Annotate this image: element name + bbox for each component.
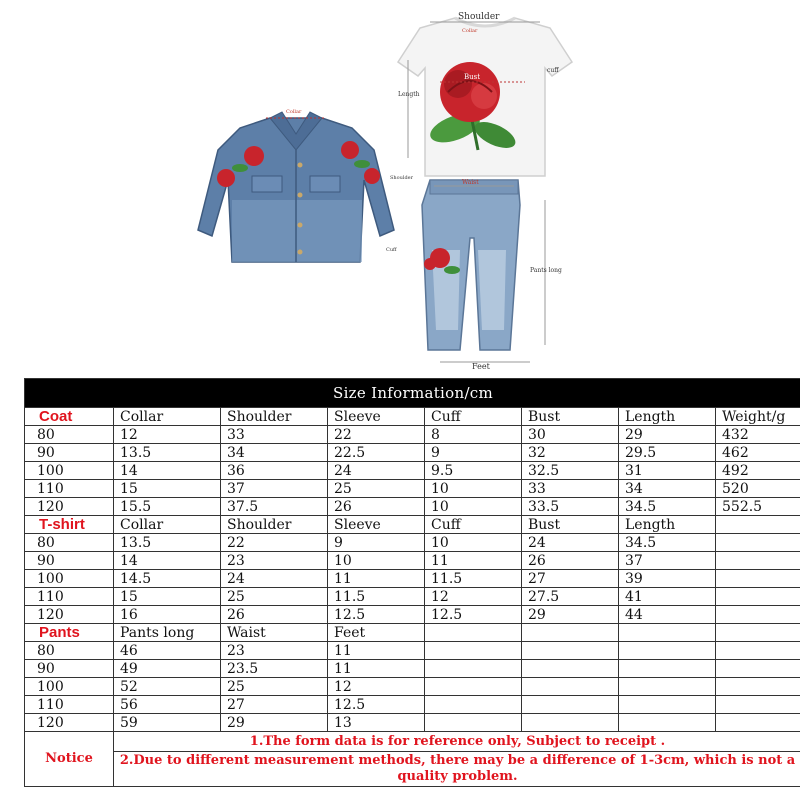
pants-column-header <box>619 624 716 642</box>
measurement-cell: 10 <box>425 498 522 516</box>
measurement-cell: 39 <box>619 570 716 588</box>
table-row <box>25 534 800 552</box>
size-value: 110 <box>25 696 114 714</box>
measurement-cell: 9.5 <box>425 462 522 480</box>
measurement-cell: 29.5 <box>619 444 716 462</box>
table-row <box>25 498 800 516</box>
measurement-cell: 22 <box>328 426 425 444</box>
measurement-cell: 14 <box>114 552 221 570</box>
notice-row <box>25 752 800 787</box>
measurement-cell <box>425 660 522 678</box>
measurement-cell <box>716 696 800 714</box>
measurement-cell: 31 <box>619 462 716 480</box>
measurement-cell <box>522 642 619 660</box>
pants-column-header <box>716 624 800 642</box>
measurement-cell: 25 <box>328 480 425 498</box>
measurement-cell: 34 <box>221 444 328 462</box>
pants-column-header: Feet <box>328 624 425 642</box>
measurement-cell <box>522 714 619 732</box>
coat-column-header: Weight/g <box>716 408 800 426</box>
measurement-cell: 11 <box>328 642 425 660</box>
measurement-cell: 15 <box>114 588 221 606</box>
measurement-cell: 32 <box>522 444 619 462</box>
size-value: 80 <box>25 534 114 552</box>
size-value: 120 <box>25 714 114 732</box>
waist-label: Waist <box>462 179 479 186</box>
tshirt-cuff-label: cuff <box>547 67 559 74</box>
size-value: 80 <box>25 642 114 660</box>
coat-category-label: Coat <box>25 408 114 426</box>
tshirt-column-header: Length <box>619 516 716 534</box>
table-row <box>25 606 800 624</box>
measurement-cell <box>425 714 522 732</box>
coat-column-header: Shoulder <box>221 408 328 426</box>
measurement-cell: 30 <box>522 426 619 444</box>
measurement-cell: 27 <box>522 570 619 588</box>
pants-category-label: Pants <box>25 624 114 642</box>
size-value: 100 <box>25 570 114 588</box>
measurement-cell: 22.5 <box>328 444 425 462</box>
measurement-cell <box>425 678 522 696</box>
size-value: 110 <box>25 480 114 498</box>
measurement-cell: 11 <box>328 570 425 588</box>
measurement-cell: 25 <box>221 588 328 606</box>
pants-image <box>422 180 545 362</box>
tshirt-column-header <box>716 516 800 534</box>
measurement-cell: 52 <box>114 678 221 696</box>
measurement-cell <box>716 534 800 552</box>
size-table <box>24 378 800 787</box>
table-row <box>25 696 800 714</box>
tshirt-column-header: Collar <box>114 516 221 534</box>
tshirt-column-header: Sleeve <box>328 516 425 534</box>
coat-shoulder-label: Shoulder <box>390 175 414 181</box>
measurement-cell: 492 <box>716 462 800 480</box>
notice-line-2: 2.Due to different measurement methods, there may be a difference of 1-3cm, which is not a quality problem. <box>114 752 800 787</box>
size-value: 120 <box>25 498 114 516</box>
bust-label: Bust <box>464 73 481 81</box>
shoulder-label: Shoulder <box>458 12 500 22</box>
coat-cuff-label: Cuff <box>386 247 397 253</box>
table-row <box>25 570 800 588</box>
measurement-cell: 11 <box>425 552 522 570</box>
measurement-cell: 26 <box>221 606 328 624</box>
measurement-cell: 33.5 <box>522 498 619 516</box>
measurement-cell <box>716 588 800 606</box>
measurement-cell <box>522 678 619 696</box>
measurement-cell: 432 <box>716 426 800 444</box>
outfit-drawing <box>0 0 800 375</box>
tshirt-header-row <box>25 516 800 534</box>
measurement-cell: 56 <box>114 696 221 714</box>
measurement-cell: 15 <box>114 480 221 498</box>
measurement-cell: 36 <box>221 462 328 480</box>
measurement-cell <box>716 642 800 660</box>
measurement-cell: 12.5 <box>328 606 425 624</box>
coat-column-header: Cuff <box>425 408 522 426</box>
measurement-cell: 15.5 <box>114 498 221 516</box>
measurement-cell <box>522 696 619 714</box>
product-illustration <box>0 0 800 375</box>
measurement-cell: 29 <box>619 426 716 444</box>
measurement-cell <box>619 660 716 678</box>
measurement-cell: 12 <box>114 426 221 444</box>
length-label: Length <box>398 91 420 98</box>
measurement-cell: 10 <box>425 480 522 498</box>
measurement-cell: 10 <box>425 534 522 552</box>
size-value: 90 <box>25 444 114 462</box>
table-row <box>25 552 800 570</box>
measurement-cell: 23.5 <box>221 660 328 678</box>
size-value: 90 <box>25 660 114 678</box>
measurement-cell: 552.5 <box>716 498 800 516</box>
pants-column-header: Pants long <box>114 624 221 642</box>
size-value: 120 <box>25 606 114 624</box>
measurement-cell <box>425 696 522 714</box>
measurement-cell: 49 <box>114 660 221 678</box>
tshirt-collar-label: Collar <box>462 28 478 34</box>
size-value: 100 <box>25 462 114 480</box>
measurement-cell: 12.5 <box>328 696 425 714</box>
feet-label: Feet <box>472 362 490 371</box>
measurement-cell: 11.5 <box>328 588 425 606</box>
measurement-cell: 24 <box>328 462 425 480</box>
measurement-cell: 14.5 <box>114 570 221 588</box>
measurement-cell <box>522 660 619 678</box>
measurement-cell: 9 <box>425 444 522 462</box>
table-row <box>25 678 800 696</box>
coat-image <box>198 109 394 262</box>
pants-column-header <box>425 624 522 642</box>
measurement-cell: 9 <box>328 534 425 552</box>
measurement-cell: 24 <box>522 534 619 552</box>
coat-column-header: Sleeve <box>328 408 425 426</box>
tshirt-column-header: Bust <box>522 516 619 534</box>
measurement-cell: 462 <box>716 444 800 462</box>
measurement-cell <box>619 714 716 732</box>
measurement-cell: 14 <box>114 462 221 480</box>
measurement-cell: 32.5 <box>522 462 619 480</box>
measurement-cell: 46 <box>114 642 221 660</box>
measurement-cell: 34.5 <box>619 498 716 516</box>
measurement-cell <box>716 552 800 570</box>
measurement-cell: 27.5 <box>522 588 619 606</box>
size-value: 100 <box>25 678 114 696</box>
table-row <box>25 462 800 480</box>
measurement-cell <box>619 696 716 714</box>
measurement-cell: 12 <box>328 678 425 696</box>
coat-column-header: Bust <box>522 408 619 426</box>
measurement-cell: 44 <box>619 606 716 624</box>
measurement-cell: 10 <box>328 552 425 570</box>
tshirt-column-header: Shoulder <box>221 516 328 534</box>
measurement-cell <box>716 606 800 624</box>
measurement-cell: 37 <box>619 552 716 570</box>
coat-header-row <box>25 408 800 426</box>
measurement-cell <box>716 678 800 696</box>
measurement-cell: 27 <box>221 696 328 714</box>
measurement-cell: 12 <box>425 588 522 606</box>
measurement-cell: 25 <box>221 678 328 696</box>
measurement-cell: 26 <box>328 498 425 516</box>
pants-long-label: Pants long <box>530 267 562 274</box>
measurement-cell <box>716 714 800 732</box>
table-row <box>25 660 800 678</box>
table-title: Size Information/cm <box>25 379 800 408</box>
size-value: 110 <box>25 588 114 606</box>
coat-column-header: Collar <box>114 408 221 426</box>
pants-column-header <box>522 624 619 642</box>
measurement-cell: 33 <box>522 480 619 498</box>
table-row <box>25 444 800 462</box>
tshirt-column-header: Cuff <box>425 516 522 534</box>
size-value: 90 <box>25 552 114 570</box>
measurement-cell: 520 <box>716 480 800 498</box>
measurement-cell <box>619 642 716 660</box>
measurement-cell <box>619 678 716 696</box>
measurement-cell: 16 <box>114 606 221 624</box>
tshirt-category-label: T-shirt <box>25 516 114 534</box>
measurement-cell: 33 <box>221 426 328 444</box>
notice-row <box>25 732 800 752</box>
table-row <box>25 714 800 732</box>
notice-line-1: 1.The form data is for reference only, Subject to receipt . <box>114 732 800 752</box>
measurement-cell: 59 <box>114 714 221 732</box>
tshirt-image <box>398 18 572 176</box>
measurement-cell: 26 <box>522 552 619 570</box>
measurement-cell: 29 <box>221 714 328 732</box>
measurement-cell <box>425 642 522 660</box>
measurement-cell: 37 <box>221 480 328 498</box>
measurement-cell: 37.5 <box>221 498 328 516</box>
measurement-cell: 24 <box>221 570 328 588</box>
table-row <box>25 426 800 444</box>
measurement-cell: 34 <box>619 480 716 498</box>
measurement-cell: 23 <box>221 552 328 570</box>
measurement-cell: 29 <box>522 606 619 624</box>
measurement-cell: 8 <box>425 426 522 444</box>
measurement-cell: 11 <box>328 660 425 678</box>
pants-column-header: Waist <box>221 624 328 642</box>
coat-column-header: Length <box>619 408 716 426</box>
measurement-cell: 12.5 <box>425 606 522 624</box>
measurement-cell: 34.5 <box>619 534 716 552</box>
table-row <box>25 480 800 498</box>
notice-label: Notice <box>25 732 114 787</box>
measurement-cell: 11.5 <box>425 570 522 588</box>
table-row <box>25 588 800 606</box>
measurement-cell: 23 <box>221 642 328 660</box>
size-value: 80 <box>25 426 114 444</box>
pants-header-row <box>25 624 800 642</box>
measurement-cell <box>716 660 800 678</box>
coat-collar-label: Collar <box>286 109 302 115</box>
measurement-cell: 13.5 <box>114 534 221 552</box>
table-row <box>25 642 800 660</box>
measurement-cell: 13.5 <box>114 444 221 462</box>
measurement-cell <box>716 570 800 588</box>
measurement-cell: 22 <box>221 534 328 552</box>
measurement-cell: 13 <box>328 714 425 732</box>
measurement-cell: 41 <box>619 588 716 606</box>
